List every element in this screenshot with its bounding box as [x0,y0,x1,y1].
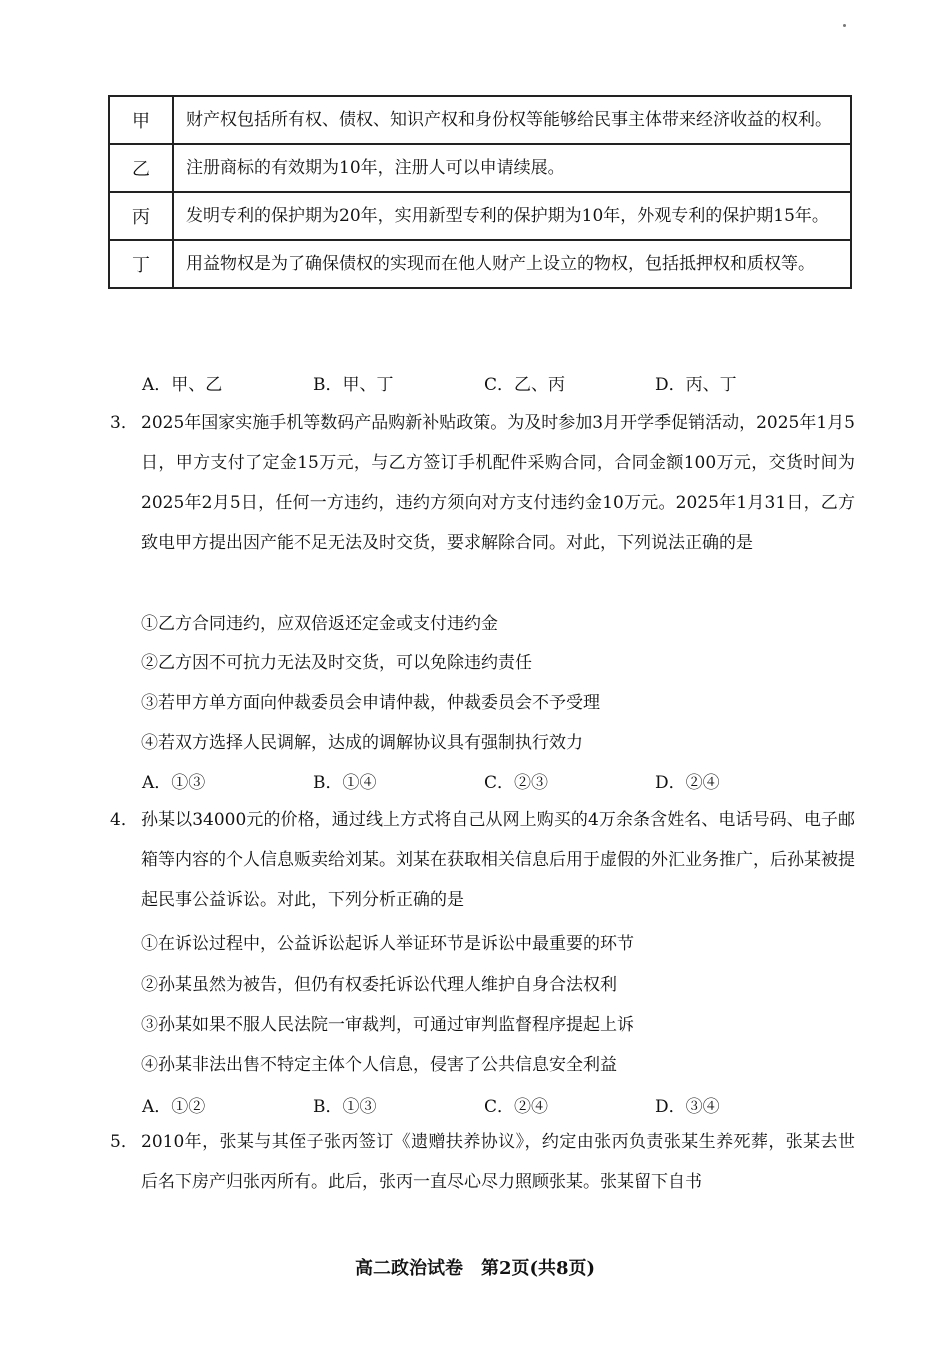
q4-choices [142,1092,826,1117]
q2-choices [142,370,826,395]
table-row [109,240,851,288]
choice-c: C．②③ [484,773,549,793]
row-text: 注册商标的有效期为10年，注册人可以申请续展。 [173,144,851,192]
statement-item: ④孙某非法出售不特定主体个人信息，侵害了公共信息安全利益 [141,1055,617,1075]
question-number: 5． [110,1132,138,1152]
choice-c: C．乙、丙 [484,375,566,395]
row-text: 用益物权是为了确保债权的实现而在他人财产上设立的物权，包括抵押权和质权等。 [173,240,851,288]
q3-choices [142,768,826,793]
question-3 [110,403,855,563]
q2-options-table [108,95,852,289]
row-text: 财产权包括所有权、债权、知识产权和身份权等能够给民事主体带来经济收益的权利。 [173,96,851,144]
table-row [109,192,851,240]
choice-a: A．甲、乙 [142,375,223,395]
choice-b: B．①④ [313,773,377,793]
statement-item: ③若甲方单方面向仲裁委员会申请仲裁，仲裁委员会不予受理 [141,693,600,713]
table-row [109,144,851,192]
page-footer: 高二政治试卷 第2页(共8页) [354,1258,596,1279]
statement-item: ③孙某如果不服人民法院一审裁判，可通过审判监督程序提起上诉 [141,1015,634,1035]
row-key: 丁 [109,240,173,288]
choice-a: A．①③ [142,773,206,793]
choice-b: B．①③ [313,1097,377,1117]
question-5 [110,1122,855,1202]
table-row [109,96,851,144]
statement-item: ④若双方选择人民调解，达成的调解协议具有强制执行效力 [141,733,583,753]
question-stem: 2025年国家实施手机等数码产品购新补贴政策。为及时参加3月开学季促销活动，2025年1月5日，甲方支付了定金15万元，与乙方签订手机配件采购合同，合同金额100万元，交货时间为2025年2月5日，任何一方违约，违约方须向对方支付违约金10万元。2025年1月31日，乙方致电甲方提出因产能不足无法及时交货，要求解除合同。对此，下列说法正确的是 [141,413,855,553]
scan-speck [843,24,846,27]
choice-b: B．甲、丁 [313,375,394,395]
statement-item: ②乙方因不可抗力无法及时交货，可以免除违约责任 [141,653,532,673]
choice-d: D．②④ [655,773,720,793]
question-number: 4． [110,810,138,830]
choice-d: D．③④ [655,1097,720,1117]
question-stem: 2010年，张某与其侄子张丙签订《遗赠扶养协议》，约定由张丙负责张某生养死葬，张某去世后名下房产归张丙所有。此后，张丙一直尽心尽力照顾张某。张某留下自书 [141,1132,855,1192]
choice-c: C．②④ [484,1097,549,1117]
row-text: 发明专利的保护期为20年，实用新型专利的保护期为10年，外观专利的保护期15年。 [173,192,851,240]
statement-item: ②孙某虽然为被告，但仍有权委托诉讼代理人维护自身合法权利 [141,975,617,995]
row-key: 甲 [109,96,173,144]
choice-a: A．①② [142,1097,206,1117]
question-4 [110,800,855,920]
choice-d: D．丙、丁 [655,375,737,395]
question-stem: 孙某以34000元的价格，通过线上方式将自己从网上购买的4万余条含姓名、电话号码、电子邮箱等内容的个人信息贩卖给刘某。刘某在获取相关信息后用于虚假的外汇业务推广，后孙某被提起民事公益诉讼。对此，下列分析正确的是 [141,810,855,910]
question-number: 3． [110,413,138,433]
statement-item: ①乙方合同违约，应双倍返还定金或支付违约金 [141,614,498,634]
row-key: 乙 [109,144,173,192]
statement-item: ①在诉讼过程中，公益诉讼起诉人举证环节是诉讼中最重要的环节 [141,934,634,954]
row-key: 丙 [109,192,173,240]
